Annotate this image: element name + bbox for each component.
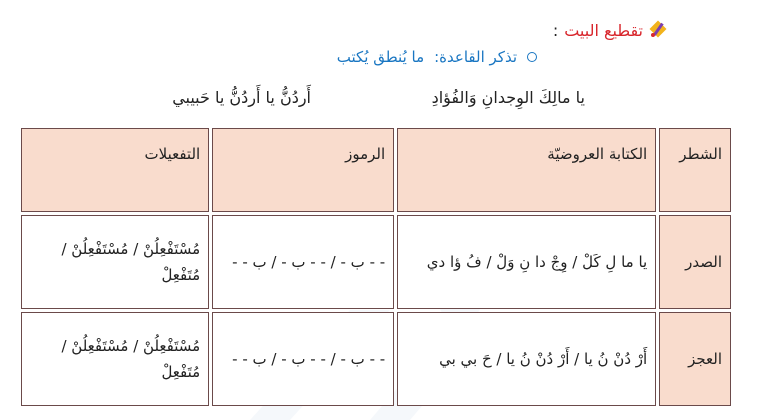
table-header-row [21,128,731,212]
header-line: الشطر [659,128,731,212]
table-row [21,312,731,406]
pen-icon [649,20,669,40]
rule-reminder [337,48,537,66]
heading-title: تقطيع البيت [564,20,643,40]
metrical-feet [21,215,209,309]
feet-line-1: مُسْتَفْعِلُنْ / مُسْتَفْعِلُنْ / [61,240,201,258]
row-label-sadr: الصدر [659,215,731,309]
scansion-table [18,125,734,409]
verse-second-half: أَردُنُّ يا أَردُنُّ يا حَبيبي [172,88,311,107]
row-label-ajuz: العجز [659,312,731,406]
bullet-icon [527,52,537,62]
prosodic-writing: يا ما لِ كَلْ / وِجْ دا نِ وَلْ / فُ ؤا دي [397,215,656,309]
meter-symbols: - - ب - / - - ب - / ب - - [212,312,394,406]
verse-first-half: يا مالِكَ الوِجدانِ وَالفُؤادِ [431,88,585,107]
rule-text: ما يُنطق يُكتب [336,48,425,66]
feet-line-1: مُسْتَفْعِلُنْ / مُسْتَفْعِلُنْ / [61,337,201,355]
heading-colon: : [552,20,559,40]
table-row [21,215,731,309]
prosodic-writing: أَرْ دُنْ نُ يا / أَرْ دُنْ نُ يا / حَ بي بي [397,312,656,406]
feet-line-2: مُتَفْعِلْ [161,266,201,284]
header-feet: التفعيلات [21,128,209,212]
rule-label: تذكر القاعدة: [434,48,517,66]
feet-line-2: مُتَفْعِلْ [161,363,201,381]
header-symbols: الرموز [212,128,394,212]
metrical-feet [21,312,209,406]
meter-symbols: - - ب - / - - ب - / ب - - [212,215,394,309]
section-heading [553,20,669,40]
header-writing: الكتابة العروضيّة [397,128,656,212]
